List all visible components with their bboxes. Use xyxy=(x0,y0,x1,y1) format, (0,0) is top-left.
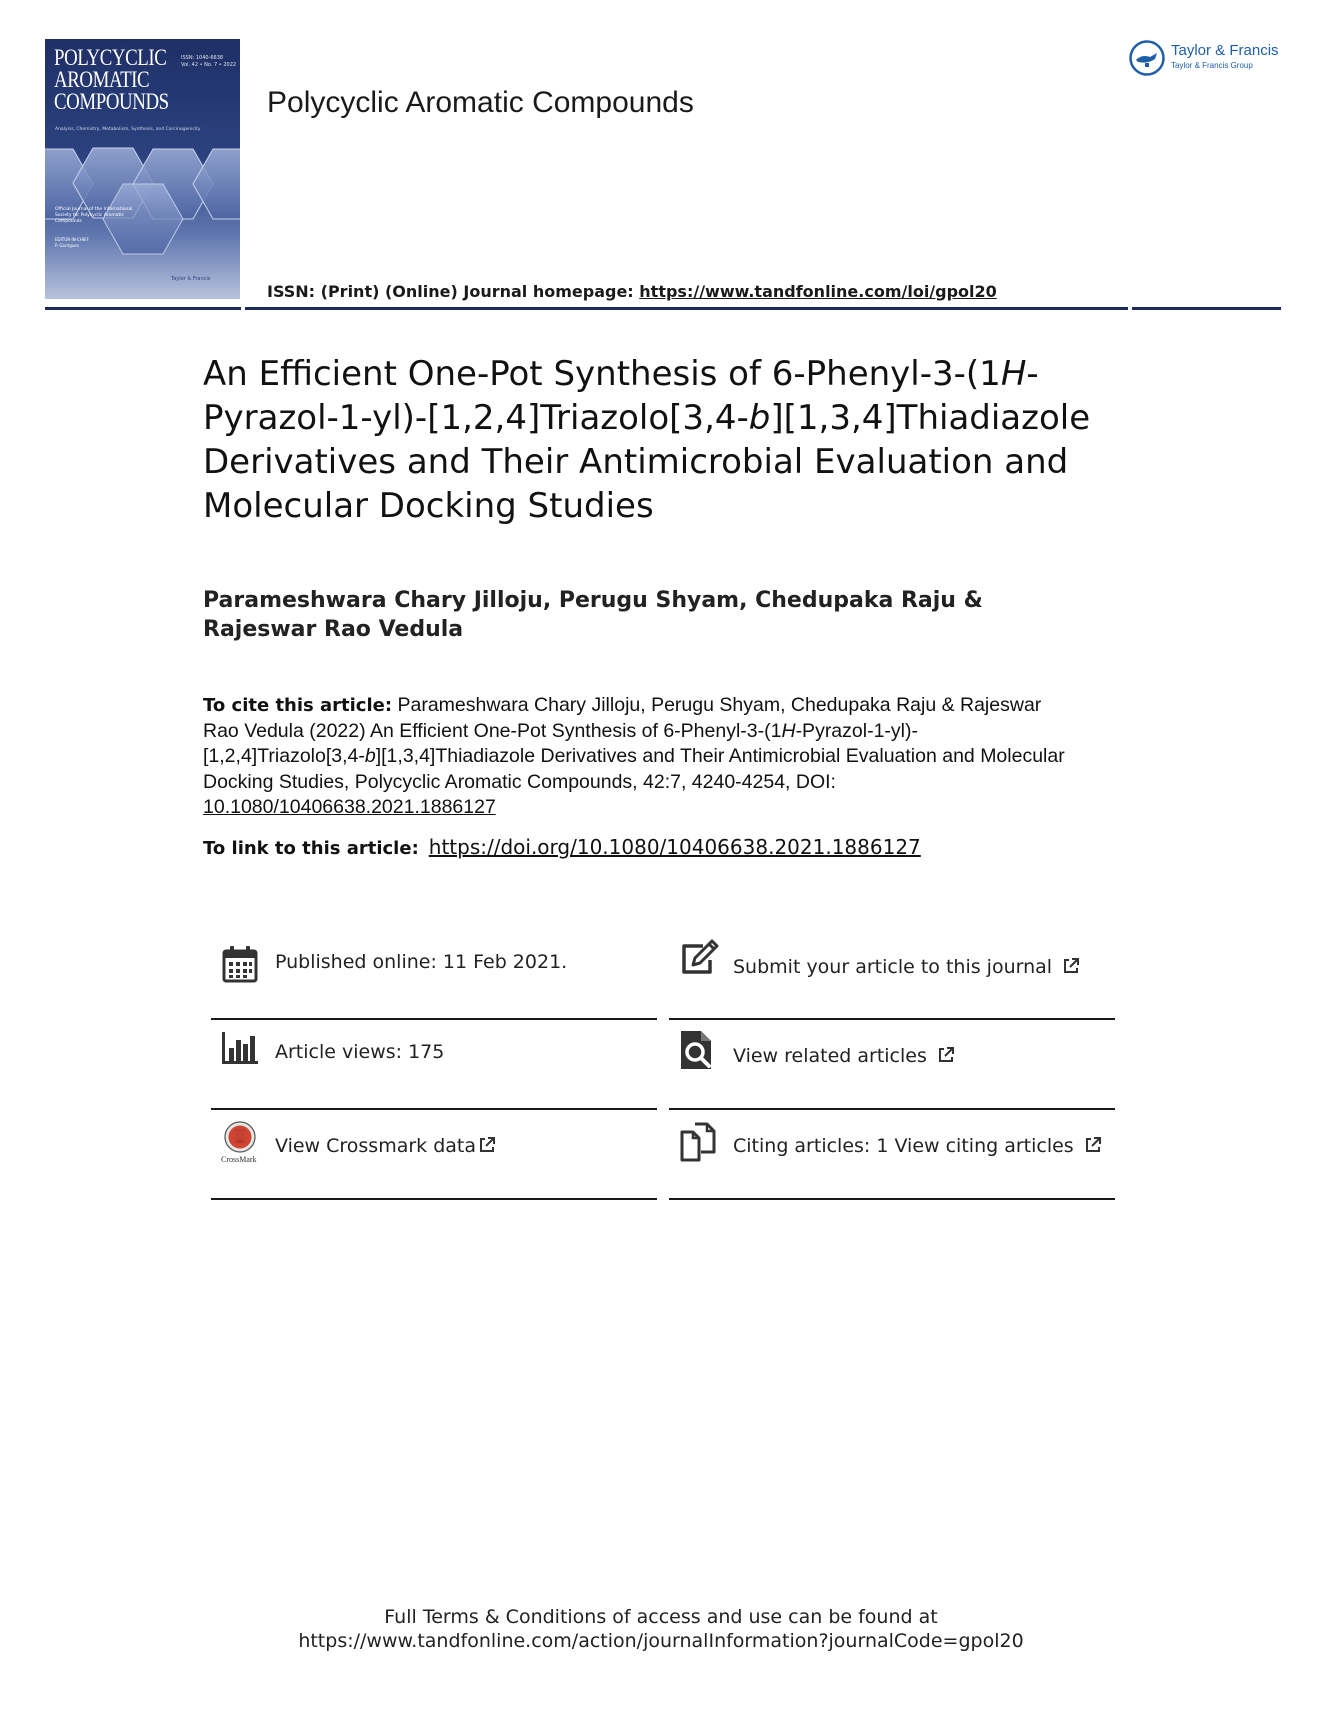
cover-issue: Vol. 42 • No. 7 • 2022 xyxy=(181,62,237,68)
citation-text: ][1,3,4]Thiadiazole Derivatives and Their Antimicrobial Evaluation and Molecular Docking Studies, Polycyclic Aromatic Compounds, 42:7, 4240-4254, DOI: xyxy=(203,745,1065,793)
cover-title-line: COMPOUNDS xyxy=(54,89,169,114)
citing-articles-cell[interactable] xyxy=(669,1110,1115,1200)
footer-terms xyxy=(0,1605,1322,1653)
calendar-icon xyxy=(221,944,259,984)
published-online-text: Published online: 11 Feb 2021. xyxy=(275,951,568,973)
cover-issn: ISSN: 1040-6638 xyxy=(181,55,224,61)
citation-text: Parameshwara Chary Jilloju, Perugu Shyam, Chedupaka Raju & Rajeswar Rao Vedula (2022) An Efficient One-Pot Synthesis of 6-Phenyl-3-(1 xyxy=(203,694,1042,742)
citing-articles-link[interactable] xyxy=(733,1135,1102,1157)
citation-block xyxy=(203,693,1073,821)
document-search-icon xyxy=(679,1030,717,1070)
issn-line xyxy=(267,282,997,301)
citation-label: To cite this article: xyxy=(203,695,393,716)
article-link-label: To link to this article: xyxy=(203,838,419,859)
article-views-text: Article views: 175 xyxy=(275,1041,445,1063)
journal-cover-image xyxy=(45,39,240,299)
publisher-group: Taylor & Francis Group xyxy=(1171,61,1253,70)
citation-text: -Pyrazol-1-yl)-[1,2,4]Triazolo[3,4- xyxy=(203,719,918,767)
citation-italic: H xyxy=(781,719,796,742)
footer-line: Full Terms & Conditions of access and use can be found at xyxy=(384,1606,938,1628)
citing-articles-label: Citing articles: 1 View citing articles xyxy=(733,1135,1074,1157)
cover-official-text: Official Journal of the International Society for Polycyclic Aromatic Compounds xyxy=(55,207,133,224)
submit-article-cell[interactable] xyxy=(669,930,1115,1020)
article-views-cell xyxy=(211,1020,657,1110)
crossmark-link[interactable] xyxy=(275,1135,496,1157)
hexagon-pattern xyxy=(45,39,240,299)
issn-prefix: ISSN: (Print) (Online) Journal homepage: xyxy=(267,282,640,301)
related-articles-label: View related articles xyxy=(733,1045,927,1067)
external-link-icon xyxy=(937,1046,955,1064)
rule-gap xyxy=(241,307,245,310)
cover-title-line: AROMATIC xyxy=(54,67,150,92)
crossmark-label: View Crossmark data xyxy=(275,1135,477,1157)
title-text: An Efficient One-Pot Synthesis of 6-Phenyl-3-(1 xyxy=(203,354,1001,394)
journal-homepage-link[interactable]: https://www.tandfonline.com/loi/gpol20 xyxy=(639,282,997,301)
copy-documents-icon xyxy=(679,1122,717,1162)
crossmark-logo-text: CrossMark xyxy=(221,1155,257,1164)
cover-editor-name: P. Garrigues xyxy=(55,243,79,248)
article-title xyxy=(203,352,1143,528)
cover-editor xyxy=(55,237,89,249)
rule-gap xyxy=(1128,307,1132,310)
lamp-icon xyxy=(1128,39,1166,77)
published-online-cell xyxy=(211,930,657,1020)
related-articles-cell[interactable] xyxy=(669,1020,1115,1110)
cover-subtitle: Analysis, Chemistry, Metabolism, Synthesis, and Carcinogenicity xyxy=(55,127,201,132)
title-italic: b xyxy=(748,398,771,438)
cover-editor-label: EDITOR-IN-CHIEF xyxy=(55,237,89,242)
header-divider xyxy=(45,307,1281,310)
cover-publisher: Taylor & Francis xyxy=(171,276,211,282)
publisher-name: Taylor & Francis xyxy=(1171,42,1279,59)
submit-article-link[interactable] xyxy=(733,956,1080,978)
article-authors: Parameshwara Chary Jilloju, Perugu Shyam, Chedupaka Raju & Rajeswar Rao Vedula xyxy=(203,588,983,642)
external-link-icon xyxy=(1084,1136,1102,1154)
footer-terms-link[interactable]: https://www.tandfonline.com/action/journalInformation?journalCode=gpol20 xyxy=(298,1630,1024,1652)
edit-icon xyxy=(679,938,719,978)
journal-name[interactable]: Polycyclic Aromatic Compounds xyxy=(267,86,694,119)
citation-italic: b xyxy=(364,745,376,767)
taylor-francis-logo[interactable] xyxy=(1128,39,1286,79)
title-text: ][1,3,4]Thiadiazole Derivatives and Their Antimicrobial Evaluation and Molecular Docking Studies xyxy=(203,398,1091,526)
submit-article-label: Submit your article to this journal xyxy=(733,956,1053,978)
article-doi-link[interactable]: https://doi.org/10.1080/10406638.2021.1886127 xyxy=(428,835,921,859)
external-link-icon xyxy=(478,1136,496,1154)
title-text: -Pyrazol-1-yl)-[1,2,4]Triazolo[3,4- xyxy=(203,354,1039,438)
related-articles-link[interactable] xyxy=(733,1045,955,1067)
crossmark-cell[interactable] xyxy=(211,1110,657,1200)
article-link-row xyxy=(203,835,921,859)
external-link-icon xyxy=(1062,957,1080,975)
title-italic: H xyxy=(1000,354,1027,394)
bar-chart-icon xyxy=(221,1030,259,1070)
cover-title-line: POLYCYCLIC xyxy=(54,45,167,70)
citation-doi-link[interactable]: 10.1080/10406638.2021.1886127 xyxy=(203,796,496,818)
